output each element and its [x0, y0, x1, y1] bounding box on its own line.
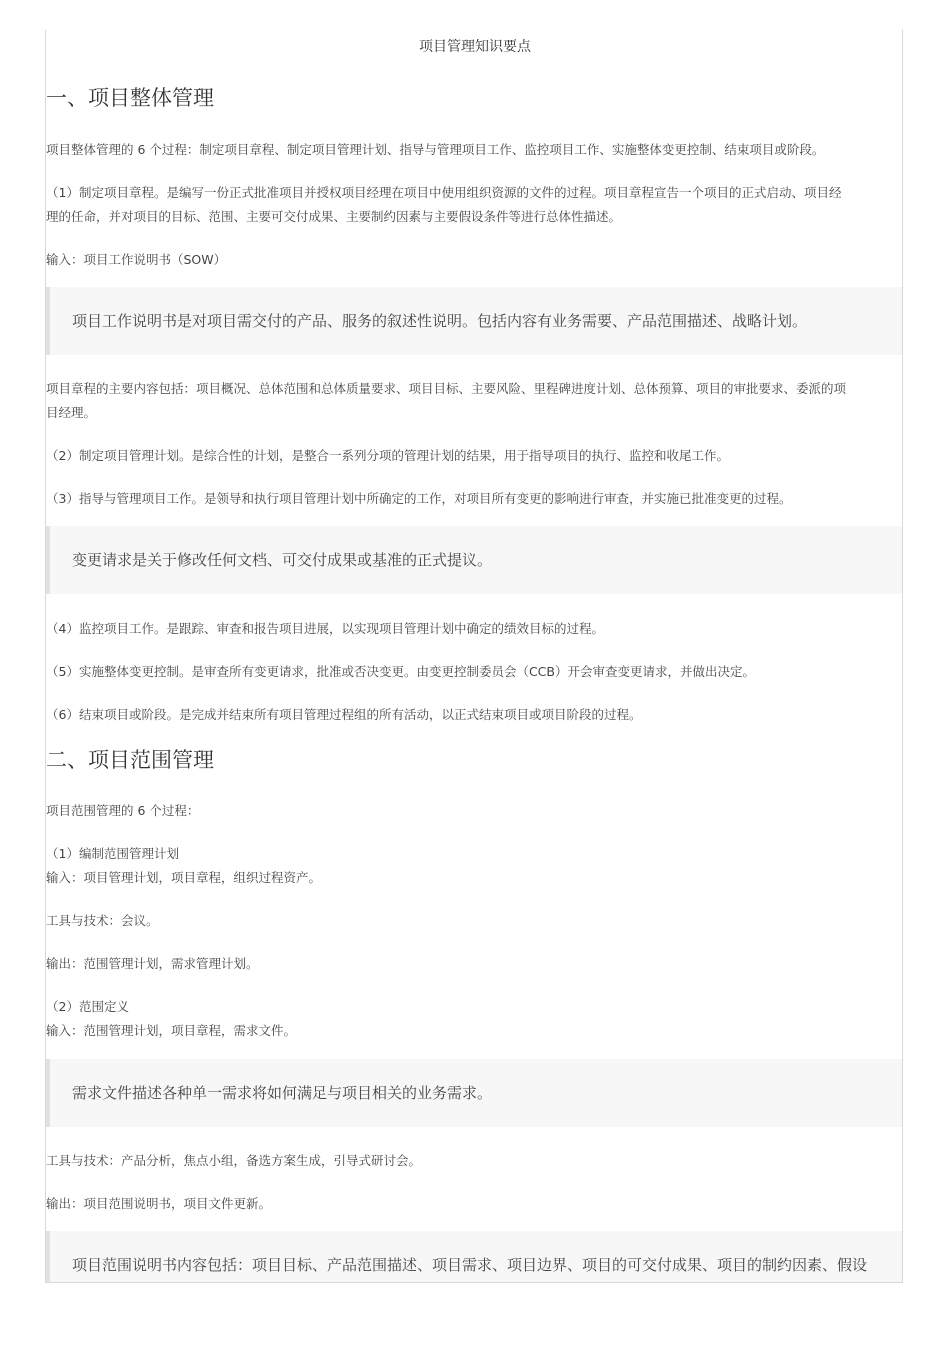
paragraph-scope-plan-output: 输出：范围管理计划，需求管理计划。 — [46, 956, 259, 971]
paragraph-scope-plan-tools: 工具与技术：会议。 — [46, 913, 159, 928]
blockquote-scope-statement-text: 项目范围说明书内容包括：项目目标、产品范围描述、项目需求、项目边界、项目的可交付成果、项目的制约因素、假设 — [72, 1256, 868, 1274]
paragraph-scope-define-input: 输入：范围管理计划，项目章程，需求文件。 — [46, 1023, 297, 1038]
paragraph-scope-define-output: 输出：项目范围说明书，项目文件更新。 — [46, 1196, 272, 1211]
page-title: 项目管理知识要点 — [419, 39, 531, 55]
paragraph-input-sow: 输入：项目工作说明书（SOW） — [46, 252, 227, 267]
paragraph-direct-manage: （3）指导与管理项目工作。是领导和执行项目管理计划中所确定的工作，对项目所有变更的影响进行审查，并实施已批准变更的过程。 — [46, 491, 792, 506]
paragraph-scope-intro: 项目范围管理的 6 个过程： — [46, 803, 200, 818]
paragraph-scope-plan-input: 输入：项目管理计划，项目章程，组织过程资产。 — [46, 870, 322, 885]
blockquote-sow-text: 项目工作说明书是对项目需交付的产品、服务的叙述性说明。包括内容有业务需要、产品范围描述、战略计划。 — [72, 312, 808, 330]
document-page — [45, 30, 903, 1283]
section-heading-integration: 一、项目整体管理 — [46, 86, 214, 110]
paragraph-monitor: （4）监控项目工作。是跟踪、审查和报告项目进展，以实现项目管理计划中确定的绩效目标的过程。 — [46, 621, 604, 636]
blockquote-change-request-text: 变更请求是关于修改任何文档、可交付成果或基准的正式提议。 — [72, 551, 493, 569]
blockquote-change-request — [46, 526, 903, 594]
paragraph-scope-plan-title: （1）编制范围管理计划 — [46, 846, 179, 861]
paragraph-close-project: （6）结束项目或阶段。是完成并结束所有项目管理过程组的所有活动，以正式结束项目或项目阶段的过程。 — [46, 707, 642, 722]
paragraph-change-control: （5）实施整体变更控制。是审查所有变更请求，批准或否决变更。由变更控制委员会（CCB）开会审查变更请求，并做出决定。 — [46, 664, 755, 679]
paragraph-charter-line2: 理的任命，并对项目的目标、范围、主要可交付成果、主要制约因素与主要假设条件等进行总体性描述。 — [46, 209, 622, 224]
paragraph-integration-intro: 项目整体管理的 6 个过程：制定项目章程、制定项目管理计划、指导与管理项目工作、监控项目工作、实施整体变更控制、结束项目或阶段。 — [46, 142, 825, 157]
paragraph-scope-define-tools: 工具与技术：产品分析，焦点小组，备选方案生成，引导式研讨会。 — [46, 1153, 422, 1168]
blockquote-requirements-text: 需求文件描述各种单一需求将如何满足与项目相关的业务需求。 — [72, 1084, 493, 1102]
section-heading-scope: 二、项目范围管理 — [46, 748, 214, 772]
paragraph-charter-content-line1: 项目章程的主要内容包括：项目概况、总体范围和总体质量要求、项目目标、主要风险、里程碑进度计划、总体预算、项目的审批要求、委派的项 — [46, 381, 847, 396]
paragraph-charter-content-line2: 目经理。 — [46, 405, 97, 420]
paragraph-plan: （2）制定项目管理计划。是综合性的计划，是整合一系列分项的管理计划的结果，用于指导项目的执行、监控和收尾工作。 — [46, 448, 729, 463]
paragraph-scope-define-title: （2）范围定义 — [46, 999, 129, 1014]
blockquote-sow — [46, 287, 903, 355]
blockquote-requirements — [46, 1059, 903, 1127]
blockquote-scope-statement — [46, 1231, 903, 1283]
paragraph-charter-line1: （1）制定项目章程。是编写一份正式批准项目并授权项目经理在项目中使用组织资源的文件的过程。项目章程宣告一个项目的正式启动、项目经 — [46, 185, 842, 200]
